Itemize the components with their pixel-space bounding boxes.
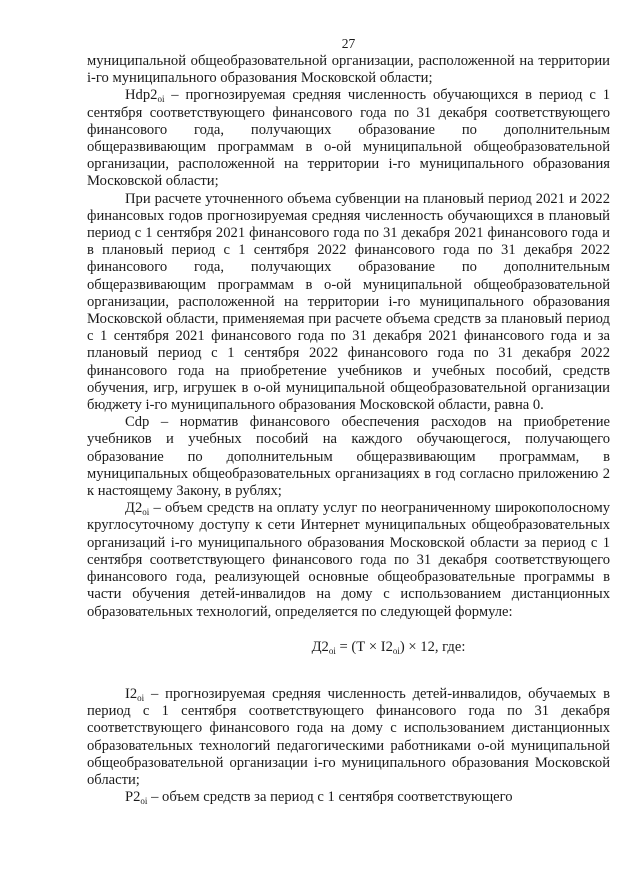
paragraph-p2: $Р2_{oi}$ – объем средств за период с 1 сентября соответствующего: [125, 789, 513, 807]
paragraph-hdp2: $Hdp2_{oi}$ – прогнозируемая средняя численность обучающихся в период с 1 сентября соответствующего финансового года по 31 декабря соответствующего финансового года, получающих образование по дополнительным общеразвивающим программам в o-ой муниципальной общеобразовательной организации, расположенной на территории i-го муниципального образования Московской области;: [87, 87, 610, 190]
paragraph-cdp: Cdp – норматив финансового обеспечения расходов на приобретение учебников и учебных пособий на каждого обучающегося, получающего образование по дополнительным общеразвивающим программам, в муниципальных общеобразовательных организациях в год согласно приложению 2 к настоящему Закону, в рублях;: [87, 414, 610, 500]
paragraph-planned-period: При расчете уточненного объема субвенции на плановый период 2021 и 2022 финансовых годов прогнозируемая средняя численность обучающихся в плановый период с 1 сентября 2021 финансового года по 31 декабря 2021 финансового года и в плановый период с 1 сентября 2022 финансового года по 31 декабря 2022 финансового года, получающих образование по дополнительным общеразвивающим программам в o-ой муниципальной общеобразовательной организации, расположенной на территории i-го муниципального образования Московской области, применяемая при расчете объема средств за плановый период с 1 сентября 2021 финансового года по 31 декабря 2021 финансового года и за плановый период с 1 сентября 2022 финансового года по 31 декабря 2022 финансового года на приобретение учебников и учебных пособий, средств обучения, игр, игрушек в o-ой муниципальной общеобразовательной организации бюджету i-го муниципального образования Московской области, равна 0.: [87, 190, 610, 414]
paragraph-d2: $Д2_{oi}$ – объем средств на оплату услуг по неограниченному широкополосному круглосуточному доступу к сети Интернет муниципальных общеобразовательных организаций i-го муниципального образования Московской области за период с 1 сентября соответствующего финансового года по 31 декабря соответствующего финансового года, реализующей основные общеобразовательные программы в части обучения детей-инвалидов на дому с использованием дистанционных образовательных технологий, определяется по следующей формуле:: [87, 500, 610, 620]
page-number: 27: [341, 36, 356, 51]
paragraph-1: муниципальной общеобразовательной организации, расположенной на территории i-го муниципального образования Московской области;: [87, 53, 610, 87]
paragraph-i2: $I2_{oi}$ – прогнозируемая средняя численность детей-инвалидов, обучаемых в период с 1 сентября соответствующего финансового года по 31 декабря соответствующего финансового года на дому с использованием дистанционных образовательных технологий педагогическими работниками o-ой муниципальной общеобразовательной организации i-го муниципального образования Московской области;: [87, 685, 610, 788]
formula-d2: $Д2_{oi} = (Т \times I2_{oi}) \times 12$, где:: [311, 638, 466, 656]
